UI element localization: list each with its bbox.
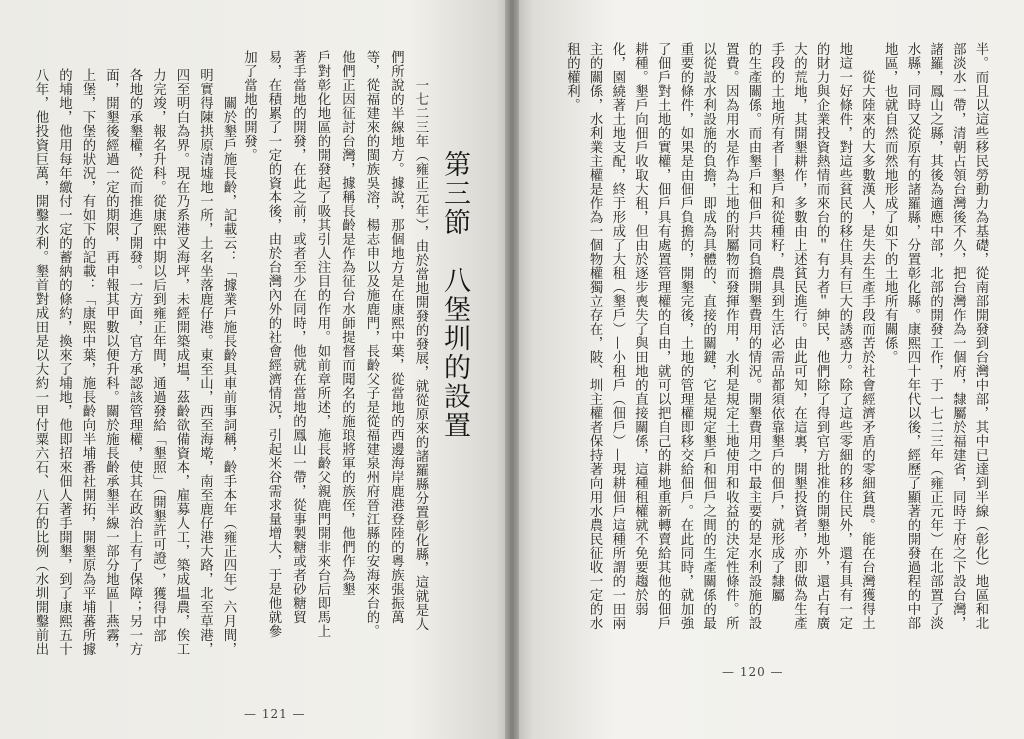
text-column: 他們正因征討台灣，據稱長齡是作為征台水師提督而聞名的施琅將軍的族侄，他們作為墾 (339, 50, 355, 596)
text-column: 戶對彰化地區的開發起了吸其引人注目的作用。如前章所述，施長齡父親鹿門開非來台后即馬上 (315, 50, 330, 638)
text-column: 的生產關係。而由墾戶和佃戶共同負擔開墾費用的情況。開墾費用之中最主要的是水利設施的設 (746, 42, 761, 630)
text-column: 諸羅，鳳山之縣，其後為適應中部，北部的開發工作，于一七二三年（雍正元年）在北部置了淡 (927, 42, 943, 630)
text-column: 主的關係，水利業主權是作為一個物權獨立存在，陂、圳主權者保持著向用水農民征收一定的水 (587, 42, 603, 630)
text-column: 八年，他投資巨萬，開鑿水利。墾首對成田是以大約一甲付粟六石、八石的比例（水圳開鑿前出 (33, 68, 48, 656)
text-column: 耕種。墾戶向佃戶收取大租，但由於逐步喪失了與田地的直接關係，這種租權就不免要趨於弱 (632, 42, 648, 616)
text-column: 加了當地的開發。 (241, 50, 257, 162)
text-column: 水縣，同時又從原有的諸羅縣，分置彰化縣。康熙四十年代以後，經歷了顯著的開發過程的中部 (904, 42, 920, 630)
text-column: 等，從福建來的閩族吳溶，楊志申以及施鹿門，長齡父子是從福建泉州府晉江縣的安海來台的。 (364, 50, 379, 638)
right-page (512, 0, 1024, 739)
text-column: 們所說的半線地方。據說，那個地方是在康熙中葉，從當地的西邊海岸鹿港登陸的粵族張振萬 (388, 50, 404, 624)
text-column: 面，開墾後經過一定的期限，再申報其甲數以便升科。關於施長齡承墾半線一部分地區—燕霧， (103, 68, 119, 656)
text-column: 的財力與企業投資熱情而來台的＂有力者＂紳民，他們除了得到官方批准的開墾地外，還占有廣 (814, 42, 830, 630)
text-column: 一七二三年（雍正元年），由於當地開發的發展，就從原來的諸羅縣分置彰化縣，這就是人 (413, 50, 428, 632)
text-column: 化，園繞著土地支配，終于形成了大租（墾戶）—小租戶（佃戶）—現耕佃戶這種所謂的一田兩 (609, 42, 625, 630)
text-column: 的埔地，他用每年繳付一定的蓄納的條約，換來了埔地，他即招來佃人著手開墾，到了康熙五十 (56, 68, 72, 656)
text-column: 四至明白為界。現在乃系港叉海坪，未經開築成塭，茲齡欲備資本，雇募人工，築成塭農，俟工 (174, 68, 189, 656)
text-column: 明實得陳拱原清墟地一所，土名坐落鹿仔港。東至山，西至海墘，南至鹿仔港大路，北至草港， (197, 68, 213, 656)
section-heading: 第三節 八堡圳的設置 (439, 150, 470, 440)
text-column: 以從設水利設施的負擔，即成為具體的、直接的關鍵，它是規定墾戶和佃戶之間的生產關係的最 (700, 42, 716, 630)
text-column: 手段的土地所有者—墾戶和從種籽，農具到生活必需品都須依靠墾戶的佃戶，就形成了隸屬 (768, 42, 784, 602)
text-column: 各地的承墾權，從而推進了開發。一方面，官方承認該管理權，使其在政治上有了保障；另一方 (127, 68, 142, 656)
text-column: 租的權利。 (564, 42, 580, 112)
text-column: 地區，也就自然而然地形成了如下的土地所有關係。 (882, 42, 898, 364)
text-column: 地這一好條件，對這些貧民的移住具有巨大的誘惑力。除了這些零細的移住民外，還有具有一定 (836, 42, 852, 630)
text-column: 半。而且以這些移民勞動力為基礎，從南部開發到台灣中部，其中已達到半線（彰化）地區和北 (973, 42, 988, 630)
text-column: 著手當地的開發，在此之前，或者至少在同時，他就在當地的鳳山一帶，從事製糖或者砂糖貿 (290, 50, 306, 624)
text-column: 置費。因為用水是作為土地的附屬物而發揮作用，水利是規定土地使用和收益的決定性條件。所 (723, 42, 739, 630)
text-column: 了佃戶對土地的實權，佃戶具有處置管理權的自由，就可以把自己的耕地重新轉賣給其他的佃戶 (655, 42, 671, 630)
book-gutter (505, 0, 519, 739)
text-column: 重要的條件，如果是由佃戶負擔的，開墾完後，土地的管理權即移交給佃戶。在此同時，就加強 (677, 42, 693, 630)
text-column: 上堡，下堡的狀況，有如下的記載：「康熙中葉，施長齡向半埔番社開拓，開墾原為平埔蕃所據 (80, 68, 95, 656)
text-column: 關於墾戶施長齡，記載云：「據業戶施長齡具車前事詞稱，齡手本年（雍正四年）六月間， (221, 68, 236, 656)
text-column: 部淡水一帶，清朝占領台灣後不久，把台灣作為一個府，隸屬於福建省，同時于府之下設台灣， (950, 42, 966, 630)
text-column: 易，在積累了一定的資本後，由於台灣內外的社會經濟情況，引起米谷需求量增大，于是他就參 (266, 50, 281, 638)
text-column: 大的荒地，其開墾耕作，多數由上述貧民進行。由此可知，在這裏，開墾投資者，亦即做為生產 (791, 42, 807, 630)
text-column: 從大陸來的大多數漢人，是失去生產手段而苦於社會經濟矛盾的零細貧農。能在台灣獲得土 (859, 42, 875, 630)
text-column: 力完竣，報名升科。從康熙中期以后到雍正年間，通過發給「墾照」（開墾許可證），獲得中部 (150, 68, 166, 643)
page-number-left: — 121 — (244, 707, 306, 721)
page-number-right: — 120 — (722, 665, 784, 679)
